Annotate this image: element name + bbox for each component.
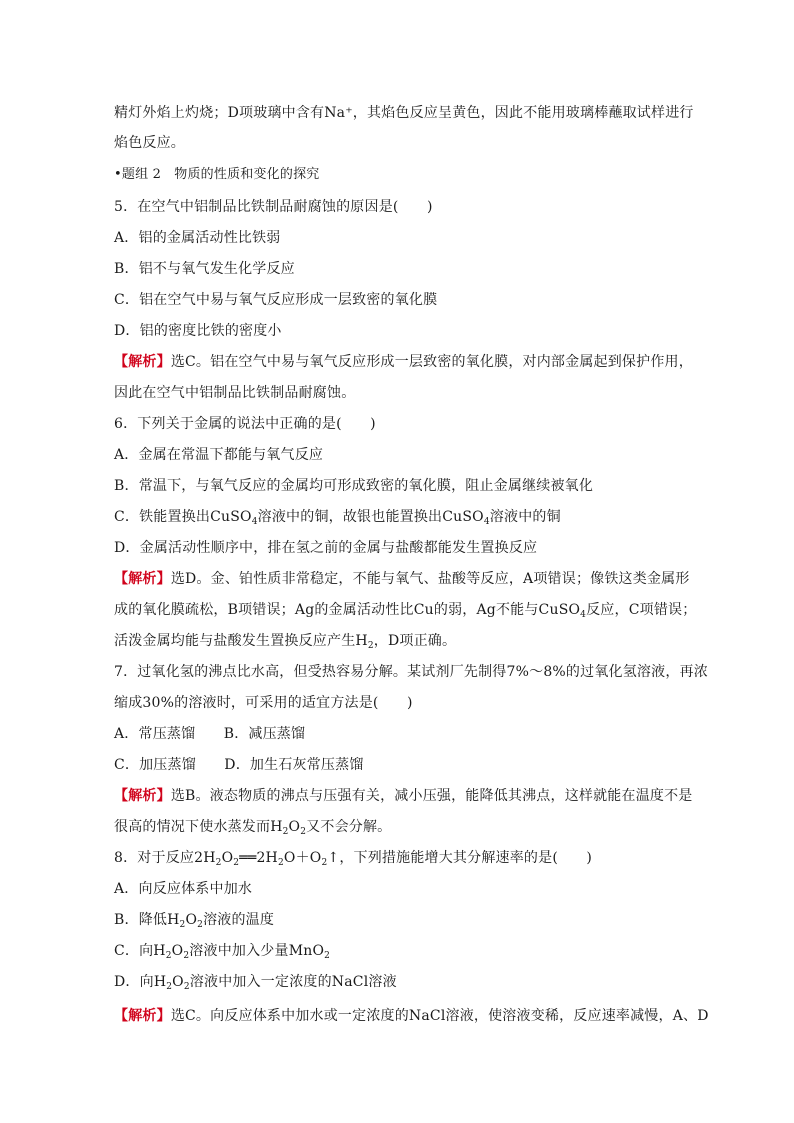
q7-options-cd: C．加压蒸馏 D．加生石灰常压蒸馏: [114, 757, 364, 773]
q8-option-c: C．向$H_2O_2$溶液中加入少量MnO$_2$: [114, 943, 331, 961]
q7-analysis-line-1: 【解析】选B。液态物质的沸点与压强有关，减小压强，能降低其沸点，这样就能在温度不是: [114, 788, 693, 804]
q7-stem-line-1: 7．过氧化氢的沸点比水高，但受热容易分解。某试剂厂先制得7%～8%的过氧化氢溶液，再浓: [114, 664, 708, 680]
q5-analysis-line-1: 【解析】选C。铝在空气中易与氧气反应形成一层致密的氧化膜，对内部金属起到保护作用，: [114, 354, 693, 370]
q6-analysis-line-1: 【解析】选D。金、铂性质非常稳定，不能与氧气、盐酸等反应，A项错误；像铁这类金属形: [114, 571, 690, 587]
analysis-tag: 【解析】: [114, 571, 171, 587]
q8-option-a: A．向反应体系中加水: [114, 881, 253, 897]
q6-option-a: A．金属在常温下都能与氧气反应: [114, 447, 324, 463]
q5-option-d: D．铝的密度比铁的密度小: [114, 323, 282, 339]
q8-stem: 8．对于反应$2H_2O_2══2H_2O+O_2↑$，下列措施能增大其分解速率的是( ): [114, 850, 593, 868]
analysis-tag: 【解析】: [114, 1008, 171, 1024]
q7-stem-line-2: 缩成30%的溶液时，可采用的适宜方法是( ): [114, 695, 413, 711]
q8-option-b: B．降低$H_2O_2$溶液的温度: [114, 912, 275, 930]
q8-analysis-line-1: 【解析】选C。向反应体系中加水或一定浓度的NaCl溶液，使溶液变稀，反应速率减慢，A、D: [114, 1008, 709, 1024]
q6-analysis-line-3: 活泼金属均能与盐酸发生置换反应产生$H_2$，D项正确。: [114, 633, 457, 651]
q6-option-c: C．铁能置换出CuSO$_4$溶液中的铜，故银也能置换出CuSO$_4$溶液中的铜: [114, 509, 561, 527]
q5-option-b: B．铝不与氧气发生化学反应: [114, 261, 295, 277]
carryover-line-1: 精灯外焰上灼烧；D项玻璃中含有Na⁺，其焰色反应呈黄色，因此不能用玻璃棒蘸取试样进行: [114, 105, 694, 121]
group-heading: •题组 2 物质的性质和变化的探究: [114, 167, 320, 182]
q5-stem: 5．在空气中铝制品比铁制品耐腐蚀的原因是( ): [114, 199, 433, 215]
q8-option-d: D．向$H_2O_2$溶液中加入一定浓度的NaCl溶液: [114, 974, 397, 992]
q5-option-c: C．铝在空气中易与氧气反应形成一层致密的氧化膜: [114, 292, 438, 308]
q6-stem: 6．下列关于金属的说法中正确的是( ): [114, 416, 376, 432]
q7-options-ab: A．常压蒸馏 B．减压蒸馏: [114, 726, 306, 742]
q7-analysis-line-2: 很高的情况下使水蒸发而$H_2O_2$又不会分解。: [114, 819, 392, 837]
q6-option-d: D．金属活动性顺序中，排在氢之前的金属与盐酸都能发生置换反应: [114, 540, 538, 556]
carryover-line-2: 焰色反应。: [114, 135, 185, 151]
q5-option-a: A．铝的金属活动性比铁弱: [114, 230, 281, 246]
q6-analysis-line-2: 成的氧化膜疏松，B项错误；Ag的金属活动性比Cu的弱，Ag不能与CuSO$_4$反应，C项错误；: [114, 602, 697, 620]
analysis-tag: 【解析】: [114, 354, 171, 370]
q5-analysis-line-2: 因此在空气中铝制品比铁制品耐腐蚀。: [114, 385, 356, 401]
q6-option-b: B．常温下，与氧气反应的金属均可形成致密的氧化膜，阻止金属继续被氧化: [114, 478, 594, 494]
analysis-tag: 【解析】: [114, 788, 171, 804]
